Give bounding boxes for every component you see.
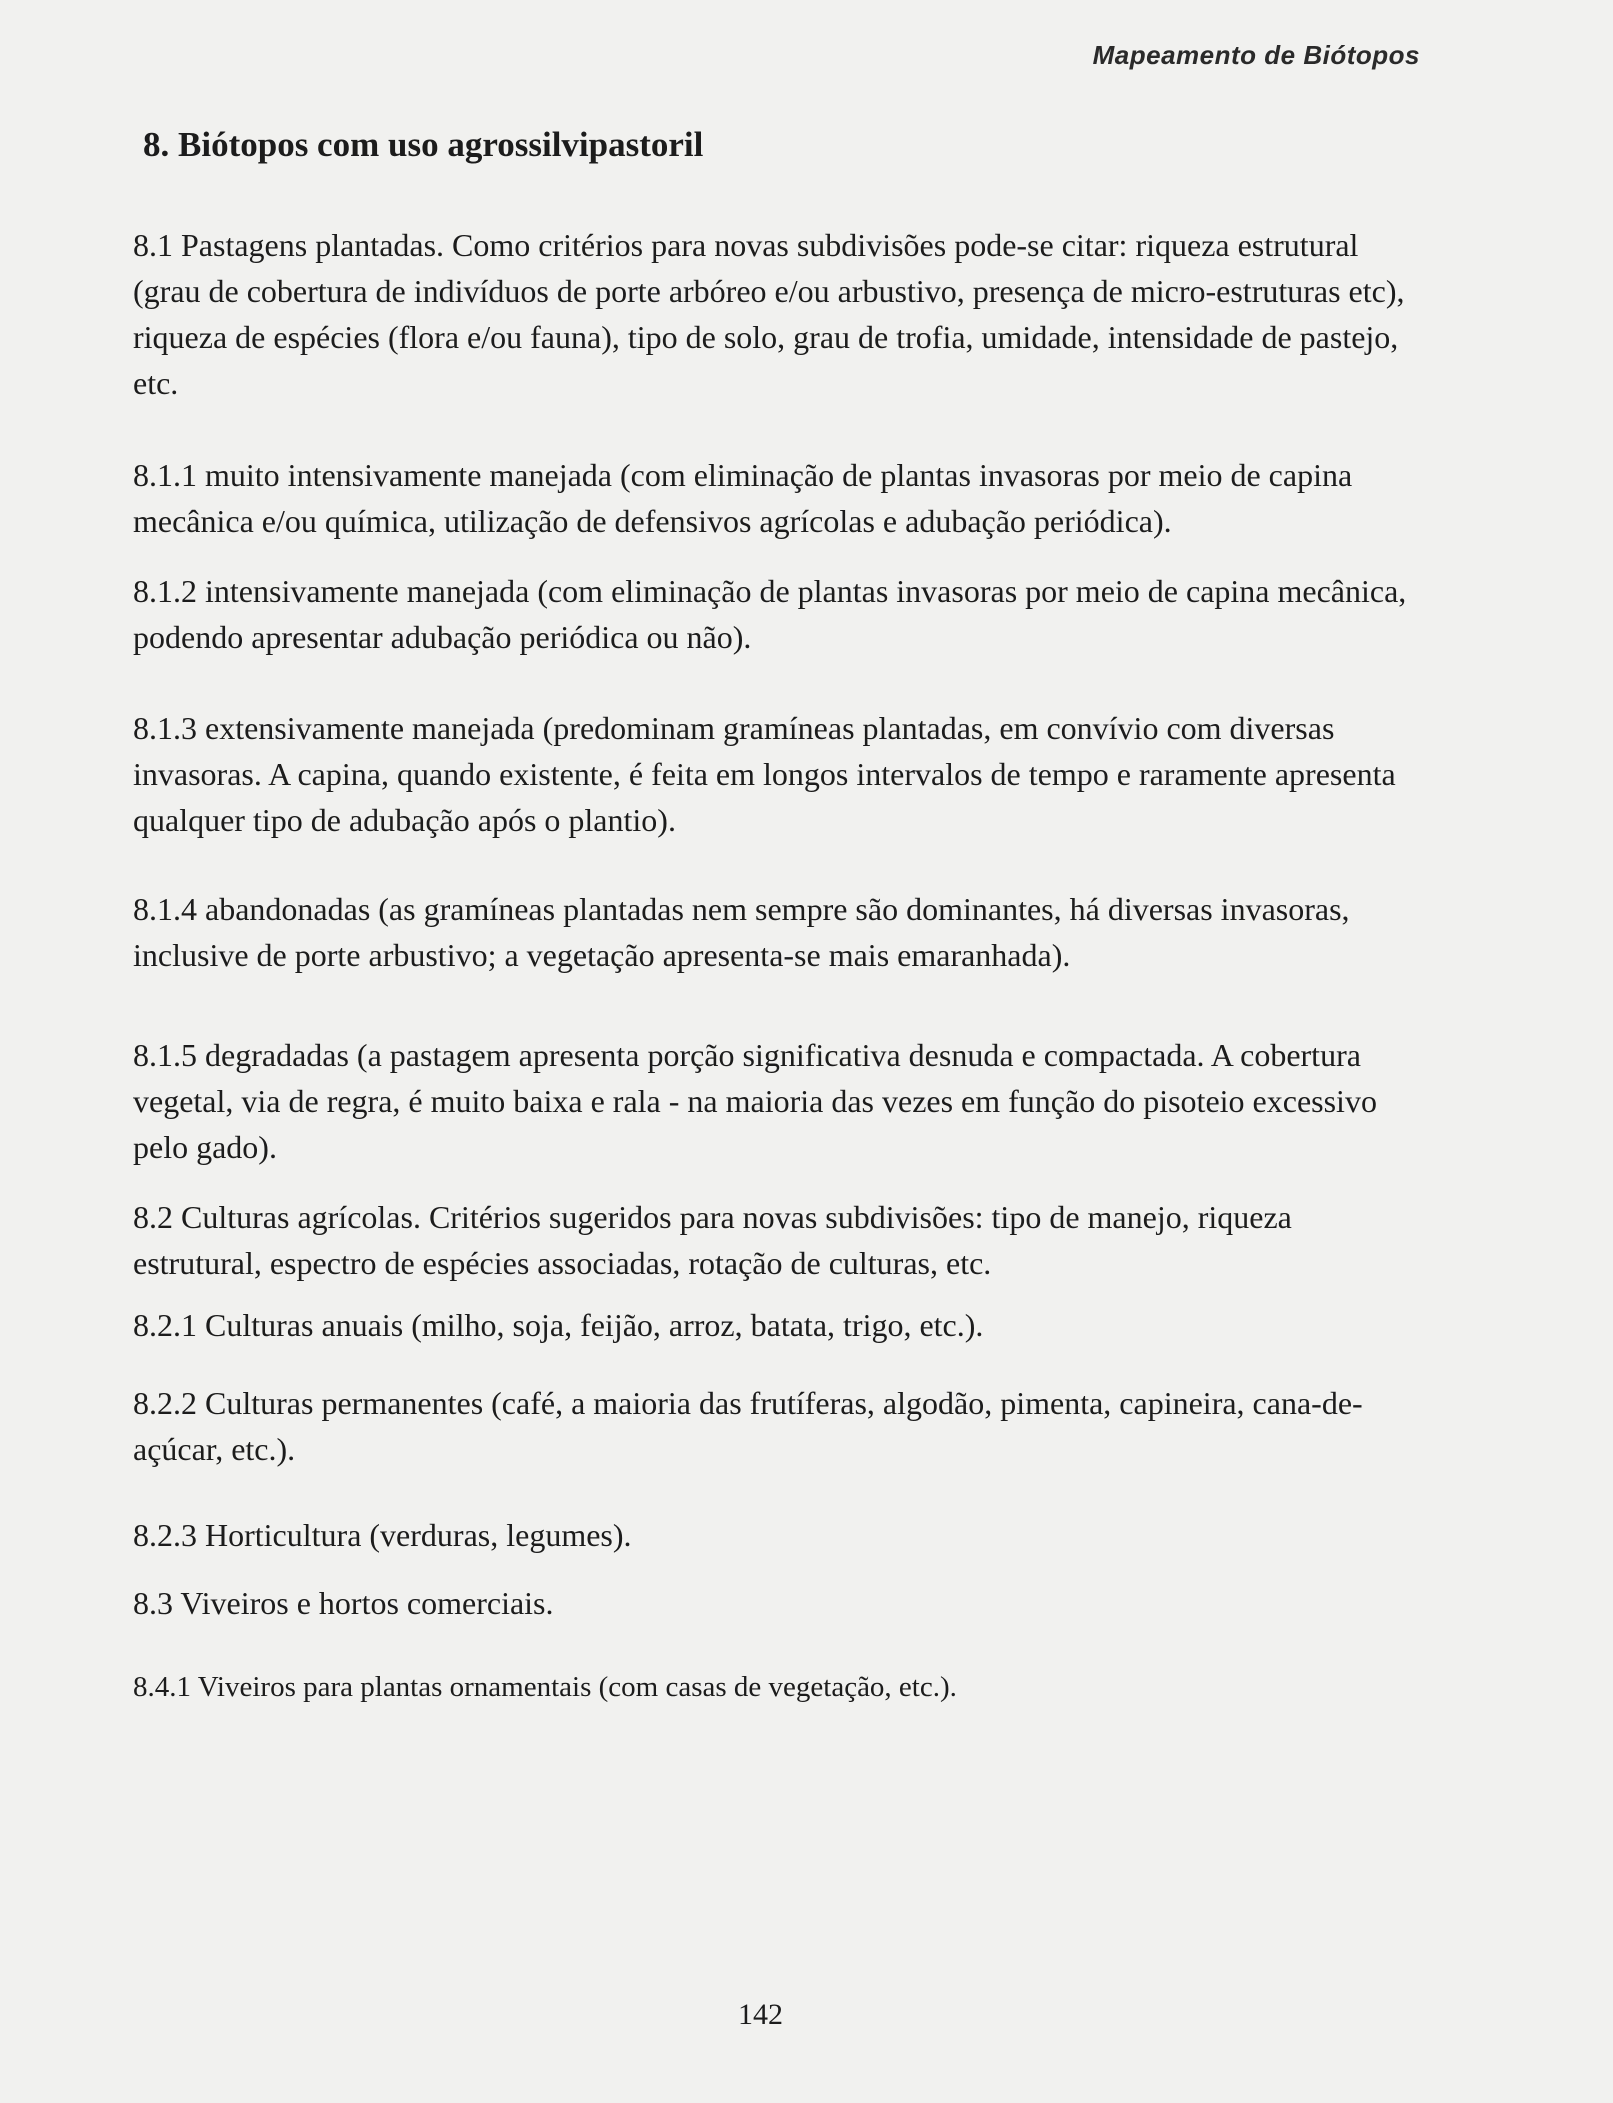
paragraph-8-1-2: 8.1.2 intensivamente manejada (com eliminação de plantas invasoras por meio de capina mecânica, podendo apresentar adubação periódica ou não). [133,573,1407,655]
paragraph-8-1: 8.1 Pastagens plantadas. Como critérios para novas subdivisões pode-se citar: riqueza estrutural (grau de cobertura de indivíduos de porte arbóreo e/ou arbustivo, presença de micro-estruturas etc), riqueza de espécies (flora e/ou fauna), tipo de solo, grau de trofia, umidade, intensidade de pastejo, etc. [133,227,1405,401]
page-number: 142 [738,1998,783,2031]
paragraph-8-4-1: 8.4.1 Viveiros para plantas ornamentais (com casas de vegetação, etc.). [133,1671,957,1703]
chapter-title: 8. Biótopos com uso agrossilvipastoril [143,125,704,164]
paragraph-8-2-2: 8.2.2 Culturas permanentes (café, a maioria das frutíferas, algodão, pimenta, capineira, cana-de-açúcar, etc.). [133,1385,1363,1467]
paragraph-8-2: 8.2 Culturas agrícolas. Critérios sugeridos para novas subdivisões: tipo de manejo, riqueza estrutural, espectro de espécies associadas, rotação de culturas, etc. [133,1199,1292,1281]
body-text [133,222,1423,1710]
running-header: Mapeamento de Biótopos [1092,40,1420,70]
paragraph-8-1-3: 8.1.3 extensivamente manejada (predominam gramíneas plantadas, em convívio com diversas invasoras. A capina, quando existente, é feita em longos intervalos de tempo e raramente apresenta qualquer tipo de adubação após o plantio). [133,710,1396,838]
paragraph-8-1-5: 8.1.5 degradadas (a pastagem apresenta porção significativa desnuda e compactada. A cobertura vegetal, via de regra, é muito baixa e rala - na maioria das vezes em função do pisoteio excessivo pelo gado). [133,1037,1377,1165]
paragraph-8-2-1: 8.2.1 Culturas anuais (milho, soja, feijão, arroz, batata, trigo, etc.). [133,1307,984,1343]
paragraph-8-1-1: 8.1.1 muito intensivamente manejada (com eliminação de plantas invasoras por meio de capina mecânica e/ou química, utilização de defensivos agrícolas e adubação periódica). [133,457,1353,539]
paragraph-8-1-4: 8.1.4 abandonadas (as gramíneas plantadas nem sempre são dominantes, há diversas invasoras, inclusive de porte arbustivo; a vegetação apresenta-se mais emaranhada). [133,891,1350,973]
paragraph-8-2-3: 8.2.3 Horticultura (verduras, legumes). [133,1517,632,1553]
paragraph-8-3: 8.3 Viveiros e hortos comerciais. [133,1585,554,1621]
